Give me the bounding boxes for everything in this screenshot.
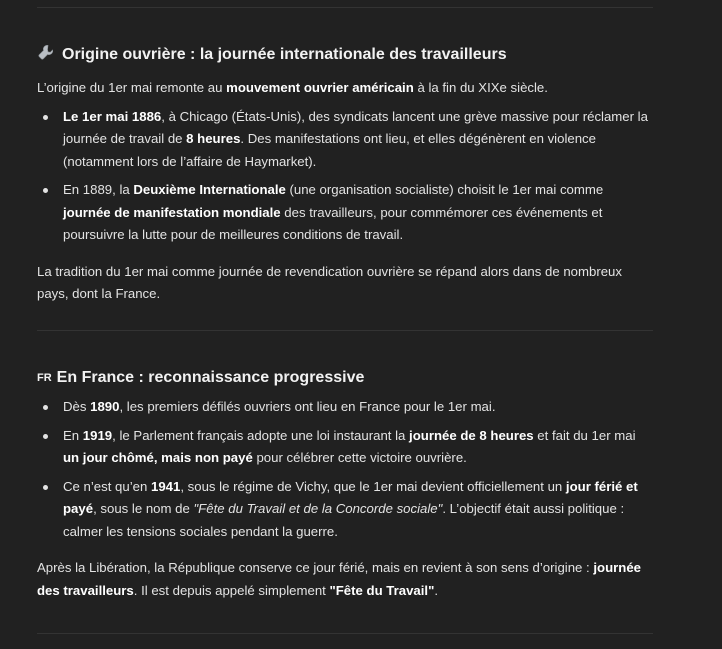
france-flag-icon: FR (37, 372, 52, 384)
list-item: Le 1er mai 1886, à Chicago (États-Unis), des syndicats lancent une grève massive pour réclamer la journée de travail de 8 heures. Des manifestations ont lieu, et elles dégénèrent en violence (notamment lors de l’affaire de Haymarket). (37, 106, 653, 174)
section-france (37, 368, 653, 602)
wrench-icon (37, 43, 55, 67)
bullet-list (37, 106, 653, 247)
paragraph: L’origine du 1er mai remonte au mouvement ouvrier américain à la fin du XIXe siècle. (37, 80, 548, 95)
list-item: Ce n’est qu’en 1941, sous le régime de Vichy, que le 1er mai devient officiellement un jour férié et payé, sous le nom de "Fête du Travail et de la Concorde sociale". L’objectif était aussi politique : calmer les tensions sociales pendant la guerre. (37, 476, 653, 544)
divider (37, 330, 653, 331)
divider (37, 633, 653, 634)
section-heading (37, 43, 653, 67)
divider (37, 7, 653, 8)
paragraph: Après la Libération, la République conserve ce jour férié, mais en revient à son sens d’origine : journée des travailleurs. Il est depuis appelé simplement "Fête du Travail". (37, 560, 642, 598)
section-heading (37, 368, 653, 388)
list-item: En 1919, le Parlement français adopte une loi instaurant la journée de 8 heures et fait du 1er mai un jour chômé, mais non payé pour célébrer cette victoire ouvrière. (37, 425, 653, 470)
section-title: Origine ouvrière : la journée internationale des travailleurs (62, 46, 507, 63)
section-origine (37, 43, 653, 306)
list-item: En 1889, la Deuxième Internationale (une organisation socialiste) choisit le 1er mai comme journée de manifestation mondiale des travailleurs, pour commémorer ces événements et poursuivre la lutte pour de meilleures conditions de travail. (37, 179, 653, 247)
paragraph: La tradition du 1er mai comme journée de revendication ouvrière se répand alors dans de nombreux pays, dont la France. (37, 263, 622, 301)
list-item: Dès 1890, les premiers défilés ouvriers ont lieu en France pour le 1er mai. (37, 396, 653, 419)
section-title: En France : reconnaissance progressive (56, 369, 365, 386)
bullet-list (37, 396, 653, 543)
